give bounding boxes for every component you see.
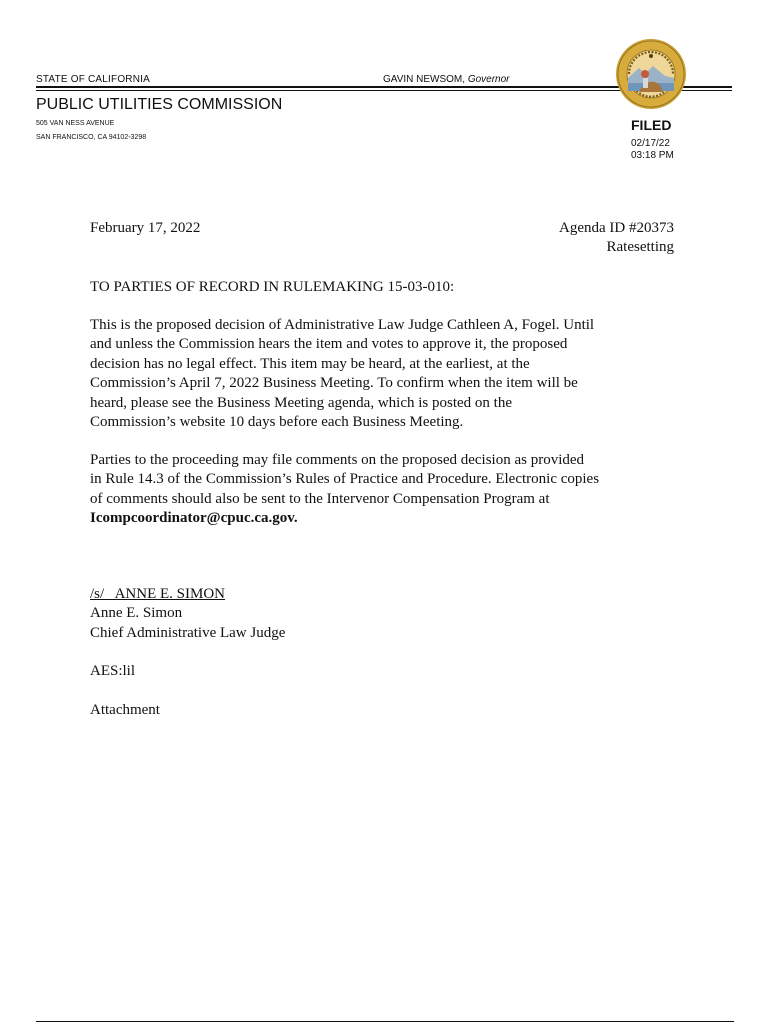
- signature-line: /s/ ANNE E. SIMON: [90, 586, 226, 602]
- paragraph-line: This is the proposed decision of Administrative Law Judge Cathleen A, Fogel. Until: [90, 317, 595, 333]
- signer-name: Anne E. Simon: [90, 605, 183, 621]
- state-of-california-label: STATE OF CALIFORNIA: [36, 74, 150, 85]
- agenda-type: Ratesetting: [606, 239, 674, 256]
- address-line-2: SAN FRANCISCO, CA 94102-3298: [36, 134, 147, 141]
- agenda-id: Agenda ID #20373: [559, 220, 674, 236]
- letter-date: February 17, 2022: [90, 220, 201, 236]
- agency-name: PUBLIC UTILITIES COMMISSION: [36, 96, 283, 113]
- governor-name: GAVIN NEWSOM,: [383, 74, 466, 85]
- signer-title: Chief Administrative Law Judge: [90, 625, 286, 641]
- paragraph-line: and unless the Commission hears the item and votes to approve it, the proposed: [90, 336, 568, 353]
- paragraph-line: decision has no legal effect. This item may be heard, at the earliest, at the: [90, 355, 530, 372]
- paragraph-line: of comments should also be sent to the Intervenor Compensation Program at: [90, 490, 550, 507]
- address-line-1: 505 VAN NESS AVENUE: [36, 120, 115, 127]
- intervenor-email-link[interactable]: Icompcoordinator@cpuc.ca.gov.: [90, 510, 298, 527]
- salutation: TO PARTIES OF RECORD IN RULEMAKING 15-03-010:: [90, 279, 455, 295]
- footer-rule: [36, 1021, 734, 1022]
- paragraph-line: Commission’s website 10 days before each Business Meeting.: [90, 414, 464, 431]
- attachment-label: Attachment: [90, 702, 160, 718]
- paragraph-line: Parties to the proceeding may file comments on the proposed decision as provided: [90, 452, 585, 468]
- paragraph-line: heard, please see the Business Meeting agenda, which is posted on the: [90, 394, 512, 411]
- paragraph-line: in Rule 14.3 of the Commission’s Rules of Practice and Procedure. Electronic copies: [90, 471, 600, 488]
- filed-stamp-date: 02/17/22: [631, 138, 670, 149]
- agenda-block: [559, 219, 674, 258]
- governor-title: Governor: [467, 74, 510, 85]
- paragraph-proposed-decision: [90, 316, 680, 432]
- filed-stamp-time: 03:18 PM: [631, 150, 674, 161]
- paragraph-comments: [90, 451, 680, 529]
- paragraph-line: Commission’s April 7, 2022 Business Meeting. To confirm when the item will be: [90, 375, 578, 392]
- filed-stamp-label: FILED: [631, 117, 672, 133]
- typist-initials: AES:lil: [90, 663, 136, 679]
- california-state-seal-icon: [615, 38, 687, 110]
- governor-label: [383, 74, 510, 85]
